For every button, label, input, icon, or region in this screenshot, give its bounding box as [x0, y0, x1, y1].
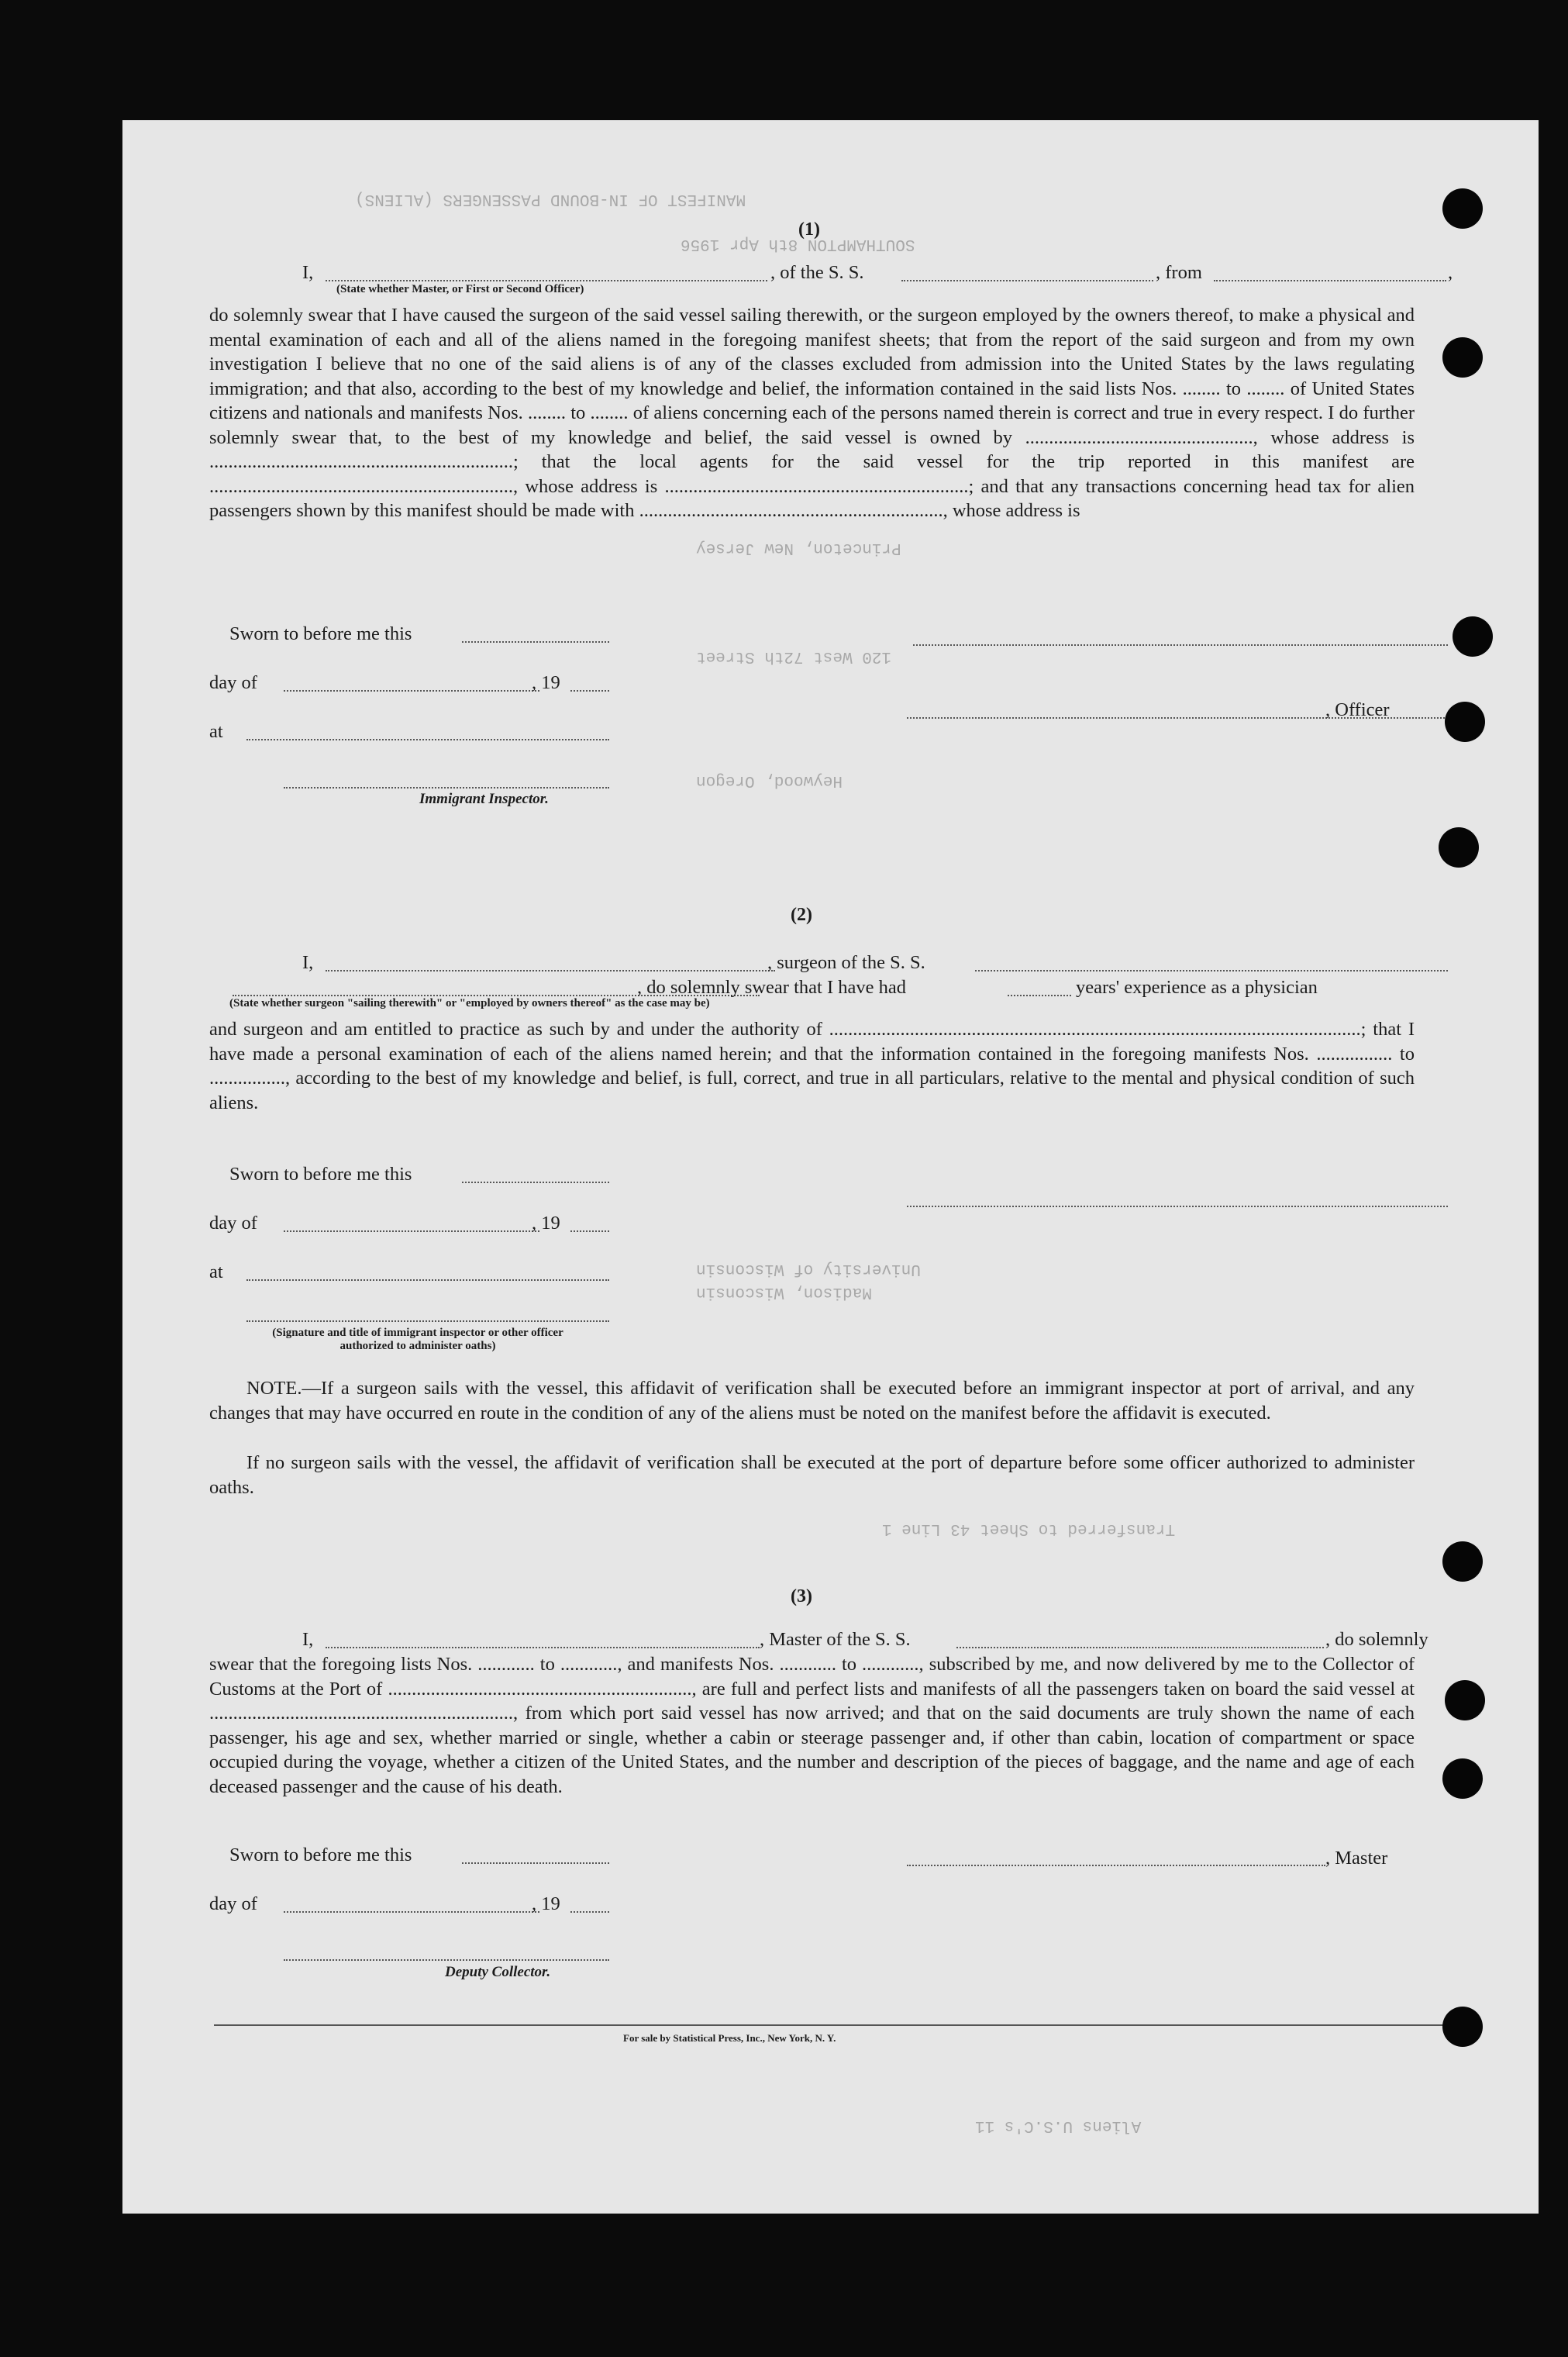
- bleed-through-row: University of Wisconsin: [696, 1260, 921, 1278]
- sec1-of-ss: , of the S. S.: [770, 262, 864, 283]
- sec2-day-of: day of: [209, 1213, 257, 1234]
- sec1-vessel-field: [901, 280, 1153, 281]
- sec1-day-of: day of: [209, 672, 257, 693]
- sec1-i-label: I,: [302, 262, 314, 283]
- sec1-officer-hint: (State whether Master, or First or Second Officer): [336, 283, 584, 295]
- sec2-sworn: Sworn to before me this: [229, 1164, 412, 1185]
- sec3-vessel-field: [956, 1647, 1324, 1648]
- sec3-master-sign-line: [907, 1865, 1325, 1866]
- bleed-through-row: Princeton, New Jersey: [696, 539, 901, 557]
- sec3-sworn-field: [462, 1862, 609, 1864]
- bleed-through-row: 120 West 72th Street: [696, 647, 892, 665]
- bleed-through-row: Aliens U.S.C's 11: [975, 2117, 1142, 2134]
- sec3-name-field: [326, 1647, 760, 1648]
- footer-rule: [214, 2024, 1454, 2026]
- bleed-through-row: Madison, Wisconsin: [696, 1283, 872, 1301]
- sec1-officer-sign-line-1: [913, 644, 1448, 646]
- sec1-from-field: [1214, 280, 1446, 281]
- sec3-signature-title: Deputy Collector.: [445, 1964, 551, 1980]
- sec1-officer-field: [326, 280, 767, 281]
- sec1-signature-title: Immigrant Inspector.: [419, 791, 549, 807]
- sec2-surgeon-of: , surgeon of the S. S.: [767, 952, 925, 973]
- sec2-at-field: [246, 1279, 609, 1281]
- binder-hole: [1442, 1541, 1483, 1582]
- sec3-signature-line: [284, 1959, 609, 1961]
- sec2-oath-paragraph: and surgeon and am entitled to practice as such by and under the authority of ................................................................................................................; that I have made a personal examination of each of the aliens named herein; and that the information contained in the foregoing manifests Nos. ................ to ................, according to the best of my knowledge and belief, is full, correct, and true in all particulars, relative to the mental and physical condition of such aliens.: [209, 1019, 1415, 1113]
- sec1-year: , 19: [532, 672, 560, 693]
- sec2-i-label: I,: [302, 952, 314, 973]
- binder-hole: [1442, 1758, 1483, 1799]
- bleed-through-row: Transferred to Sheet 43 Line 1: [882, 1520, 1176, 1537]
- sec1-sworn-field: [462, 641, 609, 643]
- sec3-day-of: day of: [209, 1893, 257, 1914]
- sec1-sworn: Sworn to before me this: [229, 623, 412, 644]
- sec1-signature-line: [284, 787, 609, 789]
- binder-hole: [1442, 2007, 1483, 2047]
- sec3-i-label: I,: [302, 1629, 314, 1650]
- binder-hole: [1445, 702, 1485, 742]
- sec2-surgeon-hint: (State whether surgeon "sailing therewith" or "employed by owners thereof" as the case may be): [229, 997, 710, 1009]
- sec2-note: NOTE.—If a surgeon sails with the vessel, this affidavit of verification shall be executed before an immigrant inspector at port of arrival, and any changes that may have occurred en route in the condition of any of the aliens must be noted on the manifest before the affidavit is executed.: [209, 1378, 1415, 1424]
- sec1-from: , from: [1156, 262, 1202, 283]
- sec3-day-field: [284, 1911, 539, 1913]
- manifest-form-sheet: [122, 120, 1539, 2214]
- binder-hole: [1442, 188, 1483, 229]
- sec1-at: at: [209, 721, 223, 742]
- sec3-year: , 19: [532, 1893, 560, 1914]
- sec2-year: , 19: [532, 1213, 560, 1234]
- sec2-years-field: [1008, 995, 1071, 996]
- sec1-officer-label: , Officer: [1325, 699, 1390, 720]
- sec2-name-field: [326, 970, 775, 971]
- sec3-year-field: [570, 1911, 609, 1913]
- sec3-sworn: Sworn to before me this: [229, 1845, 412, 1865]
- binder-hole: [1453, 616, 1493, 657]
- section-3-number: (3): [791, 1586, 812, 1606]
- sec1-oath-paragraph: do solemnly swear that I have caused the surgeon of the said vessel sailing therewith, or the surgeon employed by the owners thereof, to make a physical and mental examination of each and all of the aliens named in the foregoing manifest sheets; that from the report of the said surgeon and from my own investigation I believe that no one of the said aliens is of any of the classes excluded from admission into the United States by the laws regulating immigration; and that also, according to the best of my knowledge and belief, the information contained in the said lists Nos. ........ to ........ of United States citizens and nationals and manifests Nos. ........ to ........ of aliens concerning each of the persons named therein is correct and true in every respect. I do further solemnly swear that, to the best of my knowledge and belief, the said vessel is owned by ................................................, whose address is ................................................................; that the local agents for the said vessel for the trip reported in this manifest are ................................................................, whose address is ................................................................; and that any transactions concerning head tax for alien passengers shown by this manifest should be made with ................................................................, whose address is: [209, 305, 1415, 521]
- sec2-day-field: [284, 1230, 539, 1232]
- sec2-at: at: [209, 1261, 223, 1282]
- sec3-master-of: , Master of the S. S.: [760, 1629, 911, 1650]
- sec1-year-field: [570, 690, 609, 692]
- sec2-year-field: [570, 1230, 609, 1232]
- bleed-through-header: MANIFEST OF IN-BOUND PASSENGERS (ALIENS): [355, 190, 746, 208]
- sec2-note-2: If no surgeon sails with the vessel, the affidavit of verification shall be executed at the port of departure before some officer authorized to administer oaths.: [209, 1452, 1415, 1498]
- binder-hole: [1439, 827, 1479, 868]
- bleed-through-row: Heywood, Oregon: [696, 771, 843, 789]
- section-1-number: (1): [798, 219, 820, 240]
- sec2-signature-hint: (Signature and title of immigrant inspector or other officer authorized to administer oaths): [272, 1327, 563, 1352]
- sec2-surgeon-sign-line: [907, 1206, 1448, 1207]
- sec1-at-field: [246, 739, 609, 740]
- sec2-swear: , do solemnly swear that I have had: [637, 977, 906, 998]
- sec2-signature-line: [246, 1320, 609, 1322]
- sec3-do-solemnly: , do solemnly: [1325, 1629, 1428, 1650]
- binder-hole: [1445, 1680, 1485, 1720]
- sec1-comma: ,: [1448, 262, 1453, 283]
- sec2-years: years' experience as a physician: [1076, 977, 1318, 998]
- sec3-master-label: , Master: [1325, 1848, 1388, 1869]
- sec2-sworn-field: [462, 1182, 609, 1183]
- footer-imprint: For sale by Statistical Press, Inc., New York, N. Y.: [623, 2032, 836, 2044]
- bleed-through-row: SOUTHAMPTON 8th Apr 1956: [681, 235, 915, 253]
- sec1-day-field: [284, 690, 539, 692]
- binder-hole: [1442, 337, 1483, 378]
- section-2-number: (2): [791, 905, 812, 925]
- sec3-oath-paragraph: swear that the foregoing lists Nos. ............ to ............, and manifests Nos. ............ to ............, subscribed by me, and now delivered by me to the Collector of Customs at the Port of ................................................................, are full and perfect lists and manifests of all the passengers taken on board the said vessel at ................................................................, from which port said vessel has now arrived; and that on the said documents are truly shown the name of each passenger, his age and sex, whether married or single, whether a cabin or steerage passenger and, if other than cabin, location of compartment or space occupied during the voyage, whether a citizen of the United States, and the number and description of the pieces of baggage, and the name and age of each deceased passenger and the cause of his death.: [209, 1654, 1415, 1797]
- sec2-vessel-field: [975, 970, 1448, 971]
